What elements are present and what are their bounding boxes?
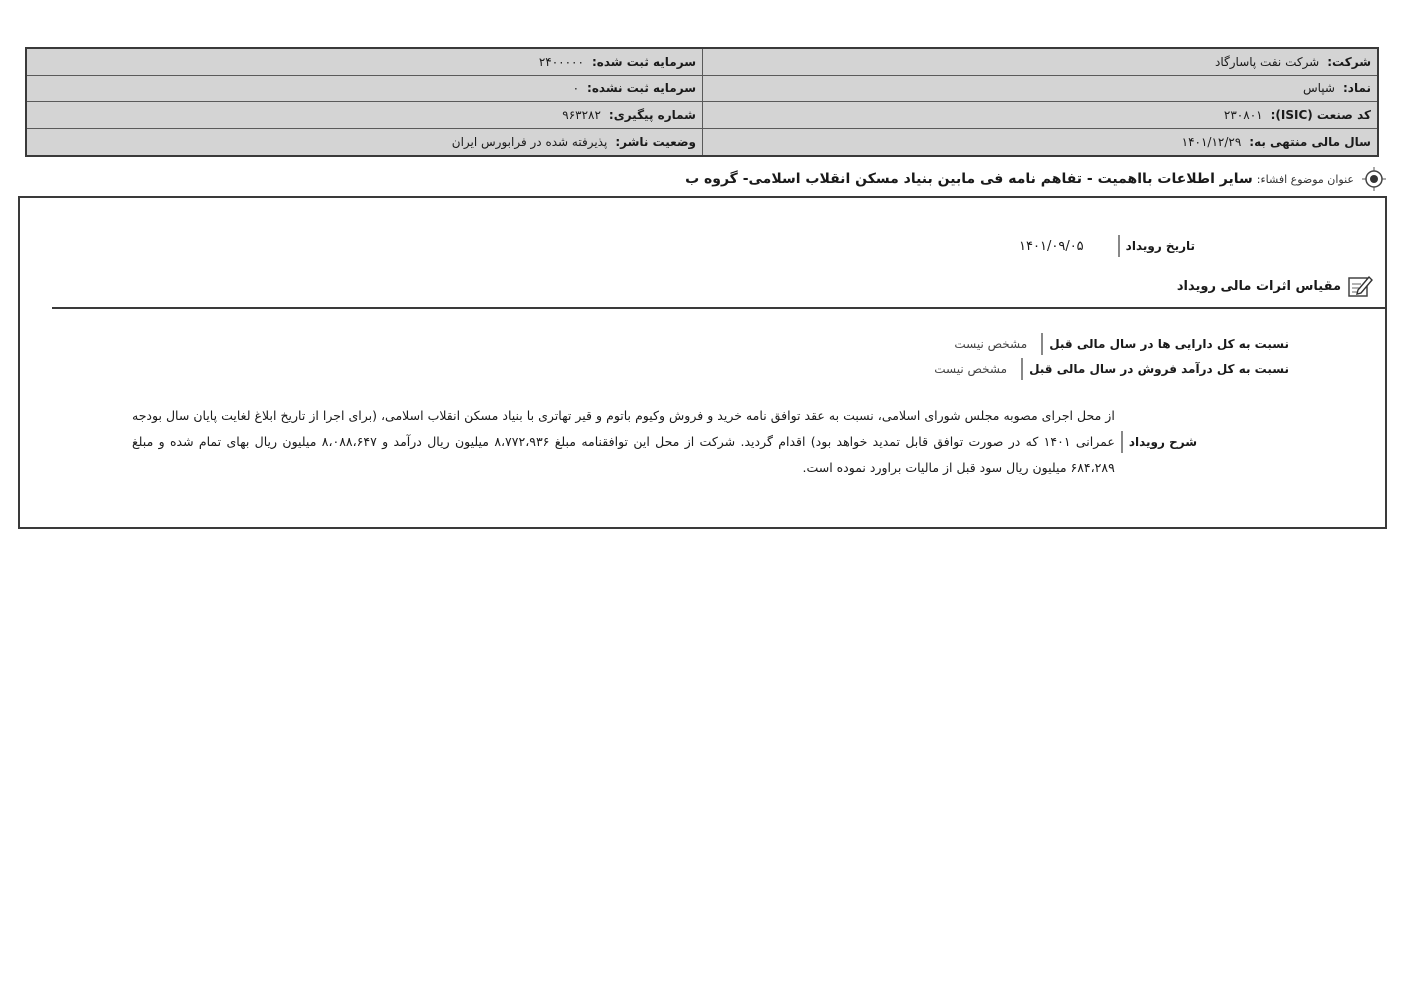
publisher-status-value: پذیرفته شده در فرابورس ایران (451, 134, 608, 149)
subject-label: عنوان موضوع افشاء: (1256, 172, 1354, 186)
ratio-revenue-label: نسبت به کل درآمد فروش در سال مالی قبل (1021, 358, 1289, 380)
fiscal-year-value: ۱۴۰۱/۱۲/۲۹ (1181, 134, 1242, 149)
description-label: شرح رویداد (1121, 431, 1197, 453)
tracking-number-label: شماره پیگیری: (608, 107, 696, 122)
info-row (27, 49, 1377, 76)
subject-title: سایر اطلاعات بااهمیت - تفاهم نامه فی مابین بنیاد مسکن انقلاب اسلامی- گروه ب (685, 171, 1253, 187)
ratio-assets-value: مشخص نیست (954, 337, 1028, 351)
registered-capital-value: ۲۴۰۰۰۰۰ (538, 54, 584, 69)
section-title: مقیاس اثرات مالی رویداد (1176, 278, 1341, 294)
ratio-revenue-value: مشخص نیست (934, 362, 1008, 376)
tracking-number-value: ۹۶۳۲۸۲ (562, 107, 601, 122)
fiscal-year-label: سال مالی منتهی به: (1249, 134, 1371, 149)
section-header (1177, 272, 1373, 300)
target-icon (1362, 167, 1386, 191)
info-cell (702, 49, 1377, 75)
isic-value: ۲۳۰۸۰۱ (1223, 107, 1263, 122)
symbol-value: شپاس (1303, 81, 1335, 96)
info-cell (27, 49, 702, 75)
unregistered-capital-value: ۰ (572, 81, 580, 96)
company-label: شرکت: (1327, 54, 1371, 69)
info-row (27, 102, 1377, 129)
event-date-label: تاریخ رویداد (1118, 235, 1195, 257)
company-value: شرکت نفت پاسارگاد (1215, 54, 1320, 69)
info-row (27, 76, 1377, 103)
info-cell (702, 76, 1377, 102)
info-row (27, 129, 1377, 156)
ratio-row-revenue (934, 357, 1289, 381)
info-cell (702, 102, 1377, 128)
symbol-label: نماد: (1342, 81, 1371, 96)
event-date-value: ۱۴۰۱/۰۹/۰۵ (1019, 238, 1084, 254)
ratio-row-assets (954, 332, 1289, 356)
description-text: از محل اجرای مصوبه مجلس شورای اسلامی، نسبت به عقد توافق نامه خرید و فروش وکیوم باتوم و قیر تهاتری با بنیاد مسکن انقلاب اسلامی، (برای اجرا از تاریخ ابلاغ لغایت پایان سال بودجه عمرانی ۱۴۰۱ که در صورت توافق قابل تمدید خواهد بود) اقدام گردید. شرکت از محل این توافقنامه مبلغ ۸،۷۷۲،۹۳۶ میلیون ریال درآمد و ۸،۰۸۸،۶۴۷ میلیون ریال بهای تمام شده و مبلغ ۶۸۴،۲۸۹ میلیون ریال سود قبل از مالیات براورد نموده است. (132, 408, 1115, 475)
isic-label: کد صنعت (ISIC): (1270, 107, 1371, 122)
company-info-table (25, 47, 1379, 157)
event-date-row (1019, 234, 1195, 258)
section-divider (52, 307, 1385, 309)
event-description (132, 403, 1197, 481)
disclosure-subject (685, 166, 1386, 192)
info-cell (27, 102, 702, 128)
info-cell (27, 76, 702, 102)
info-cell (702, 129, 1377, 156)
ratio-assets-label: نسبت به کل دارایی ها در سال مالی قبل (1041, 333, 1289, 355)
event-details-box (18, 196, 1387, 529)
edit-note-icon (1347, 273, 1373, 299)
registered-capital-label: سرمایه ثبت شده: (591, 54, 696, 69)
publisher-status-label: وضعیت ناشر: (615, 134, 696, 149)
info-cell (27, 129, 702, 156)
unregistered-capital-label: سرمایه ثبت نشده: (587, 81, 696, 96)
